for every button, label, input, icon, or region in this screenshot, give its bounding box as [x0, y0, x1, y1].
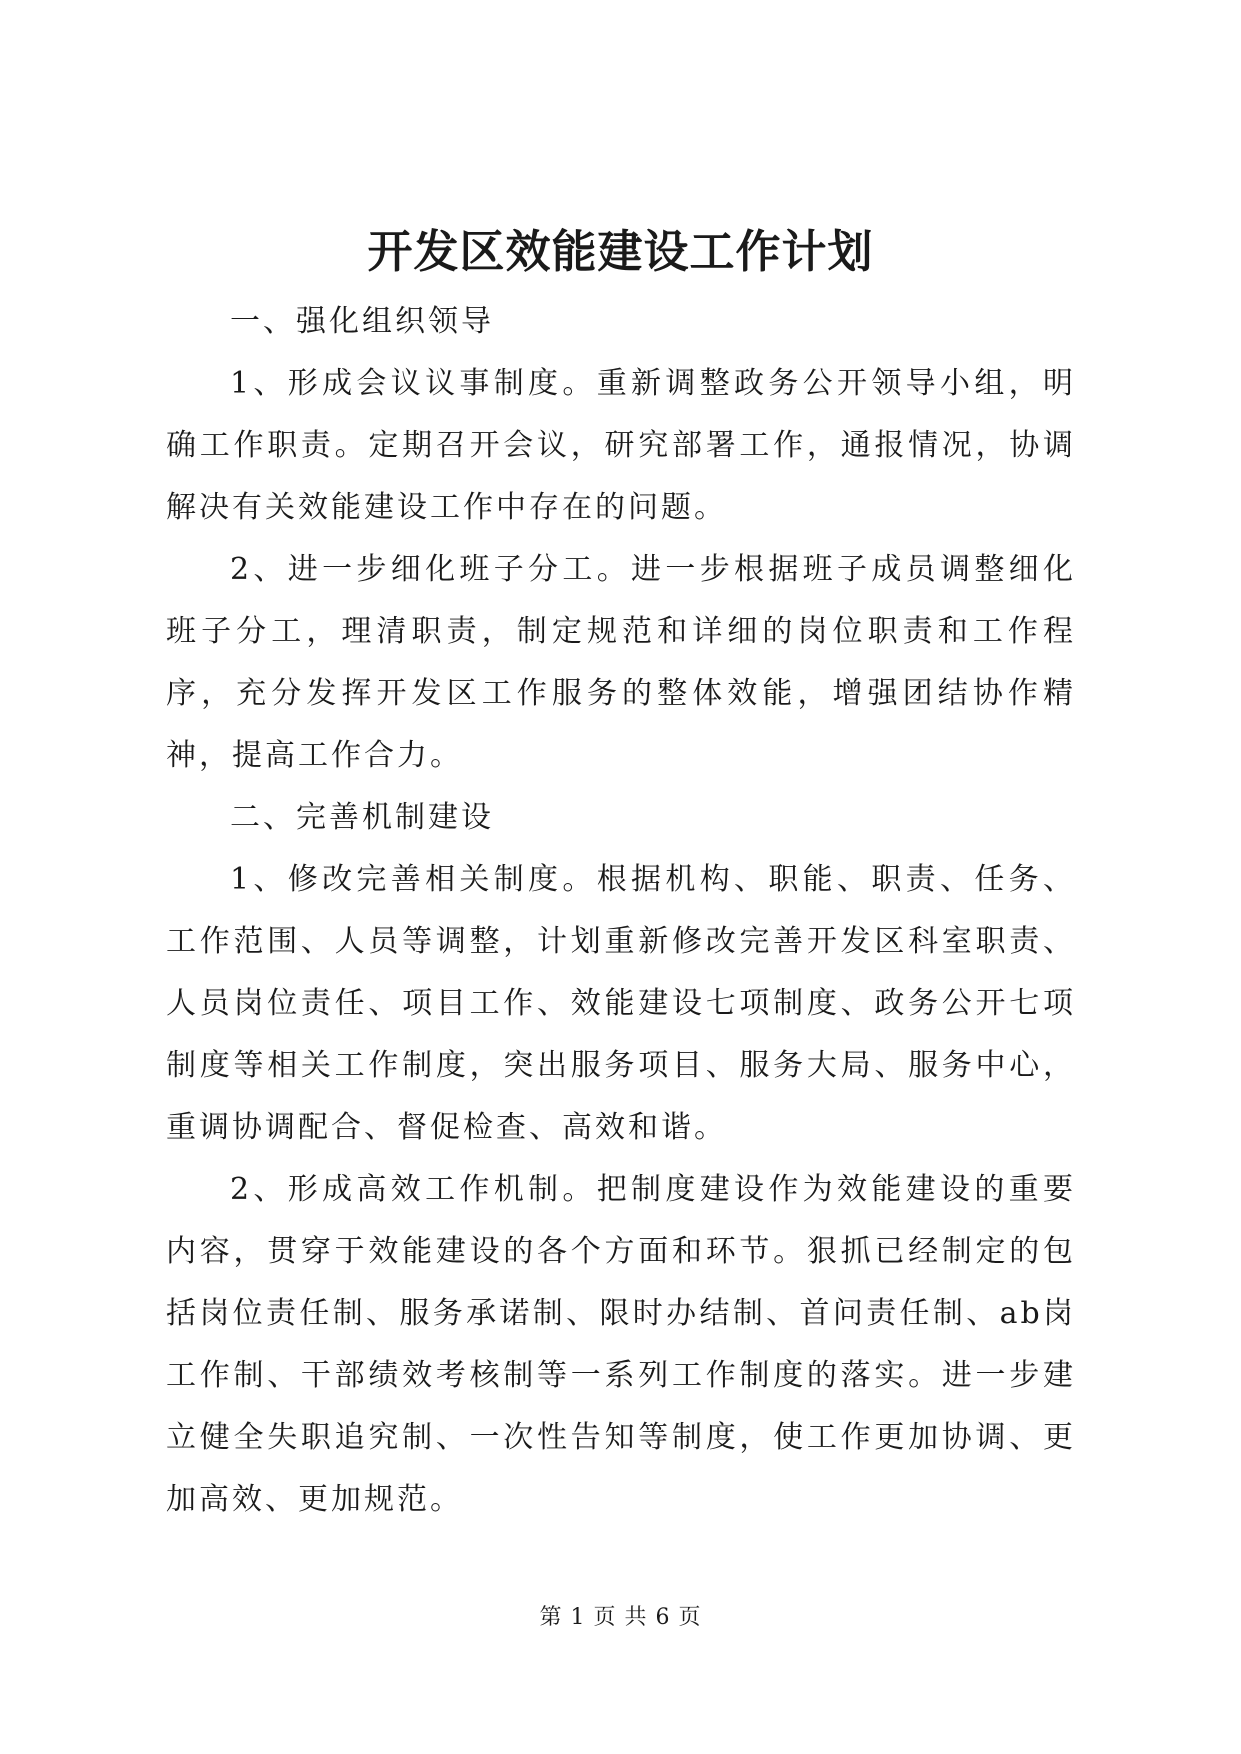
section-heading-1: 一、强化组织领导	[230, 304, 494, 339]
document-title: 开发区效能建设工作计划	[367, 225, 874, 278]
paragraph-1-2: 2、进一步细化班子分工。进一步根据班子成员调整细化班子分工，理清职责，制定规范和详细的岗位职责和工作程序，充分发挥开发区工作服务的整体效能，增强团结协作精神，提高工作合力。	[166, 552, 1076, 773]
paragraph-2-2: 2、形成高效工作机制。把制度建设作为效能建设的重要内容，贯穿于效能建设的各个方面和环节。狠抓已经制定的包括岗位责任制、服务承诺制、限时办结制、首问责任制、ab岗工作制、干部绩效考核制等一系列工作制度的落实。进一步建立健全失职追究制、一次性告知等制度，使工作更加协调、更加高效、更加规范。	[166, 1172, 1076, 1517]
paragraph-2-1: 1、修改完善相关制度。根据机构、职能、职责、任务、工作范围、人员等调整，计划重新修改完善开发区科室职责、人员岗位责任、项目工作、效能建设七项制度、政务公开七项制度等相关工作制度，突出服务项目、服务大局、服务中心，重调协调配合、督促检查、高效和谐。	[166, 862, 1076, 1145]
paragraph-1-1: 1、形成会议议事制度。重新调整政务公开领导小组，明确工作职责。定期召开会议，研究部署工作，通报情况，协调解决有关效能建设工作中存在的问题。	[166, 366, 1076, 525]
section-heading-2: 二、完善机制建设	[230, 800, 494, 835]
document-body	[166, 291, 1076, 1531]
page-footer: 第 1 页 共 6 页	[539, 1605, 702, 1630]
